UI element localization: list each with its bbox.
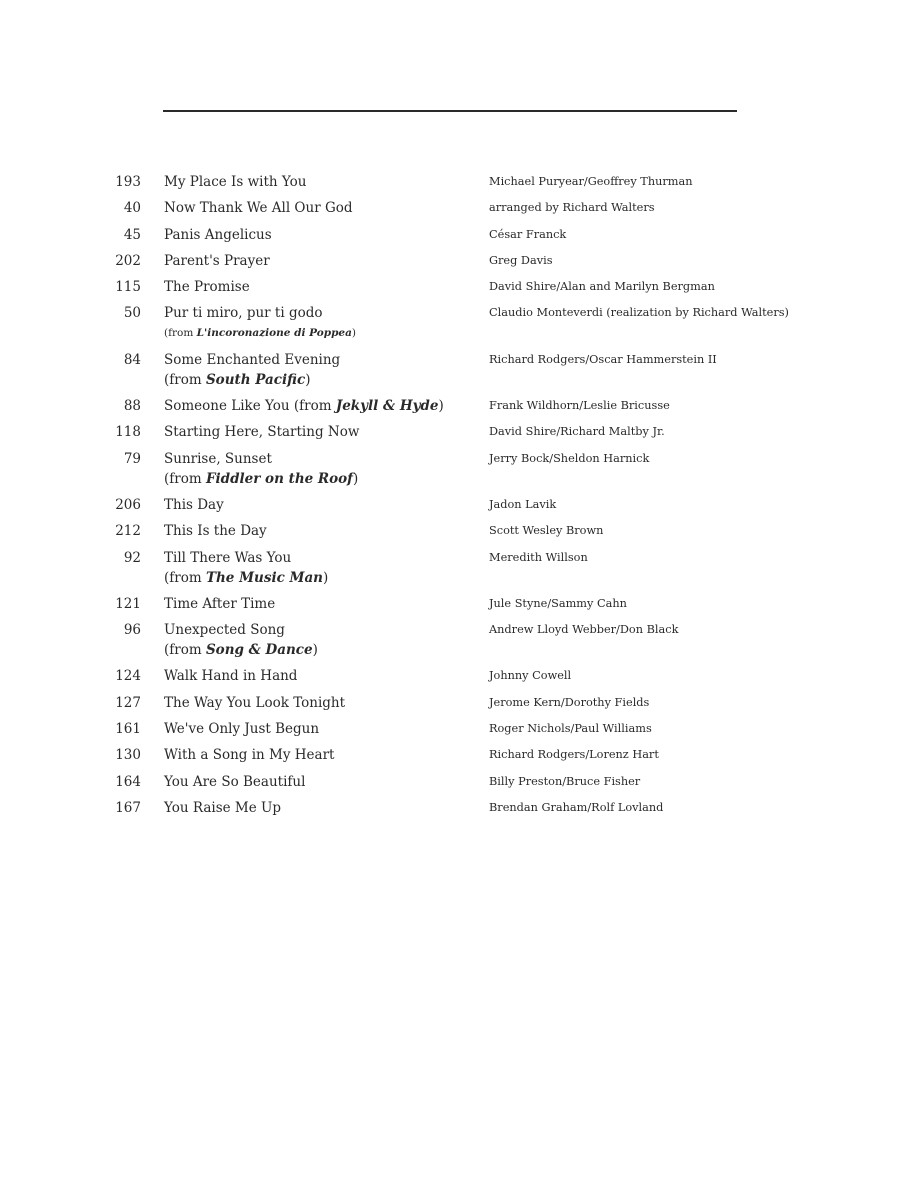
- toc-row[interactable]: [0, 303, 900, 343]
- song-title-text: Sunrise, Sunset: [164, 450, 272, 467]
- song-title: [164, 495, 464, 515]
- song-title-text: Now Thank We All Our God: [164, 200, 353, 217]
- composer-credit: Jerry Bock/Sheldon Harnick: [489, 451, 650, 465]
- from-prefix: (from: [164, 327, 197, 340]
- song-title-text: The Way You Look Tonight: [164, 694, 346, 711]
- composer-credit: Scott Wesley Brown: [489, 524, 604, 538]
- composer-credit: arranged by Richard Walters: [489, 201, 655, 215]
- from-prefix: (from: [164, 371, 206, 388]
- page-number: 96: [123, 622, 141, 639]
- from-prefix: (from: [164, 642, 206, 659]
- toc-row[interactable]: [0, 251, 900, 271]
- show-title: Fiddler on the Roof: [205, 470, 353, 487]
- from-suffix: ): [351, 327, 357, 340]
- song-title: [164, 745, 464, 765]
- song-title: [164, 666, 464, 686]
- toc-row[interactable]: [0, 521, 900, 541]
- page-number: 115: [115, 279, 141, 296]
- title-suffix: ): [438, 398, 444, 415]
- song-title-text: This Is the Day: [164, 523, 267, 540]
- page-number: 212: [115, 523, 141, 540]
- song-title: [164, 350, 464, 370]
- composer-credit: Brendan Graham/Rolf Lovland: [489, 800, 664, 814]
- page-number: 161: [115, 721, 141, 738]
- page-number: 127: [115, 694, 141, 711]
- work-title: Jekyll & Hyde: [335, 398, 439, 415]
- composer-credit: Jadon Lavik: [489, 497, 557, 511]
- toc-row[interactable]: [0, 620, 900, 660]
- composer-credit: Jerome Kern/Dorothy Fields: [489, 695, 650, 709]
- toc-row[interactable]: [0, 798, 900, 818]
- song-title: [164, 521, 464, 541]
- show-title: The Music Man: [205, 569, 324, 586]
- composer-credit: Frank Wildhorn/Leslie Bricusse: [489, 399, 670, 413]
- song-title-text: With a Song in My Heart: [164, 747, 335, 764]
- song-title-text: We've Only Just Begun: [164, 721, 320, 738]
- song-title: [164, 198, 464, 218]
- toc-row[interactable]: [0, 396, 900, 416]
- song-title-text: This Day: [164, 496, 224, 513]
- top-rule: [163, 110, 737, 112]
- composer-credit: Michael Puryear/Geoffrey Thurman: [489, 175, 693, 188]
- from-show-line: [164, 469, 900, 489]
- toc-row[interactable]: [0, 225, 900, 245]
- song-title-text: You Are So Beautiful: [164, 773, 306, 790]
- toc-row[interactable]: [0, 719, 900, 739]
- song-title-text: Walk Hand in Hand: [164, 668, 298, 685]
- show-title: Song & Dance: [205, 642, 313, 659]
- page-number: 130: [115, 747, 141, 764]
- song-title-text: Till There Was You: [164, 549, 292, 566]
- song-title: [164, 277, 464, 297]
- show-title: South Pacific: [205, 371, 306, 388]
- toc-row[interactable]: [0, 198, 900, 218]
- toc-row[interactable]: [0, 495, 900, 515]
- page-number: 167: [115, 799, 141, 816]
- composer-credit: David Shire/Alan and Marilyn Bergman: [489, 280, 715, 294]
- toc-row[interactable]: [0, 594, 900, 614]
- page-number: 45: [123, 226, 141, 243]
- song-title: [164, 798, 464, 818]
- song-title: [164, 693, 464, 713]
- page-number: 193: [115, 174, 141, 190]
- composer-credit: Roger Nichols/Paul Williams: [489, 722, 652, 736]
- composer-credit: Meredith Willson: [489, 550, 588, 564]
- page-number: 121: [115, 595, 141, 612]
- song-title: [164, 396, 464, 416]
- song-title: [164, 303, 464, 323]
- page-number: 206: [115, 496, 141, 513]
- composer-credit: Johnny Cowell: [489, 669, 572, 683]
- song-title-text: Time After Time: [164, 595, 276, 612]
- toc-row[interactable]: [0, 277, 900, 297]
- page-number: 79: [123, 450, 141, 467]
- song-title-text: Unexpected Song: [164, 622, 285, 639]
- toc-row[interactable]: [0, 693, 900, 713]
- song-title-text: Panis Angelicus: [164, 226, 272, 243]
- song-title: [164, 422, 464, 442]
- toc-row[interactable]: [0, 548, 900, 588]
- song-title: [164, 172, 464, 192]
- from-show-line: [164, 640, 900, 660]
- song-title: [164, 225, 464, 245]
- composer-credit: César Franck: [489, 227, 567, 241]
- page-number: 202: [115, 252, 141, 269]
- toc-row[interactable]: [0, 666, 900, 686]
- from-suffix: ): [323, 569, 329, 586]
- show-title: L'incoronazione di Poppea: [196, 327, 352, 340]
- page-number: 84: [123, 351, 141, 368]
- page-number: 40: [123, 200, 141, 217]
- song-title-text: Some Enchanted Evening: [164, 351, 341, 368]
- page-number: 88: [123, 398, 141, 415]
- from-show-line: [164, 568, 900, 588]
- song-title-text: My Place Is with You: [164, 174, 307, 190]
- song-title-text: Starting Here, Starting Now: [164, 424, 360, 441]
- page-number: 118: [115, 424, 141, 441]
- toc-row[interactable]: [0, 745, 900, 765]
- from-prefix: (from: [164, 569, 206, 586]
- song-title: [164, 772, 464, 792]
- toc-row[interactable]: [0, 772, 900, 792]
- song-title: [164, 620, 464, 640]
- composer-credit: Richard Rodgers/Lorenz Hart: [489, 748, 659, 762]
- toc-row[interactable]: [0, 350, 900, 390]
- from-prefix: (from: [164, 470, 206, 487]
- song-title-text: You Raise Me Up: [164, 799, 282, 816]
- page-number: 164: [115, 773, 141, 790]
- from-suffix: ): [312, 642, 318, 659]
- song-title-text: Pur ti miro, pur ti godo: [164, 305, 323, 322]
- from-suffix: ): [305, 371, 311, 388]
- song-title: [164, 449, 464, 469]
- song-title-text: The Promise: [164, 279, 250, 296]
- page-number: 124: [115, 668, 141, 685]
- song-title-text: Parent's Prayer: [164, 252, 270, 269]
- page-number: 92: [123, 549, 141, 566]
- table-of-contents: [0, 172, 900, 824]
- toc-row[interactable]: [0, 172, 900, 192]
- composer-credit: Billy Preston/Bruce Fisher: [489, 774, 641, 788]
- song-title-text: Someone Like You (from: [164, 398, 336, 415]
- from-show-line: [164, 323, 900, 343]
- composer-credit: Greg Davis: [489, 253, 553, 267]
- composer-credit: Richard Rodgers/Oscar Hammerstein II: [489, 352, 717, 366]
- song-title: [164, 251, 464, 271]
- song-title: [164, 594, 464, 614]
- page-number: 50: [123, 305, 141, 322]
- from-show-line: [164, 370, 900, 390]
- composer-credit: Andrew Lloyd Webber/Don Black: [489, 623, 679, 637]
- composer-credit: Claudio Monteverdi (realization by Richard Walters): [489, 306, 789, 320]
- song-title: [164, 548, 464, 568]
- from-suffix: ): [352, 470, 359, 487]
- composer-credit: David Shire/Richard Maltby Jr.: [489, 425, 665, 439]
- toc-row[interactable]: [0, 422, 900, 442]
- toc-row[interactable]: [0, 449, 900, 489]
- song-title: [164, 719, 464, 739]
- composer-credit: Jule Styne/Sammy Cahn: [489, 596, 627, 610]
